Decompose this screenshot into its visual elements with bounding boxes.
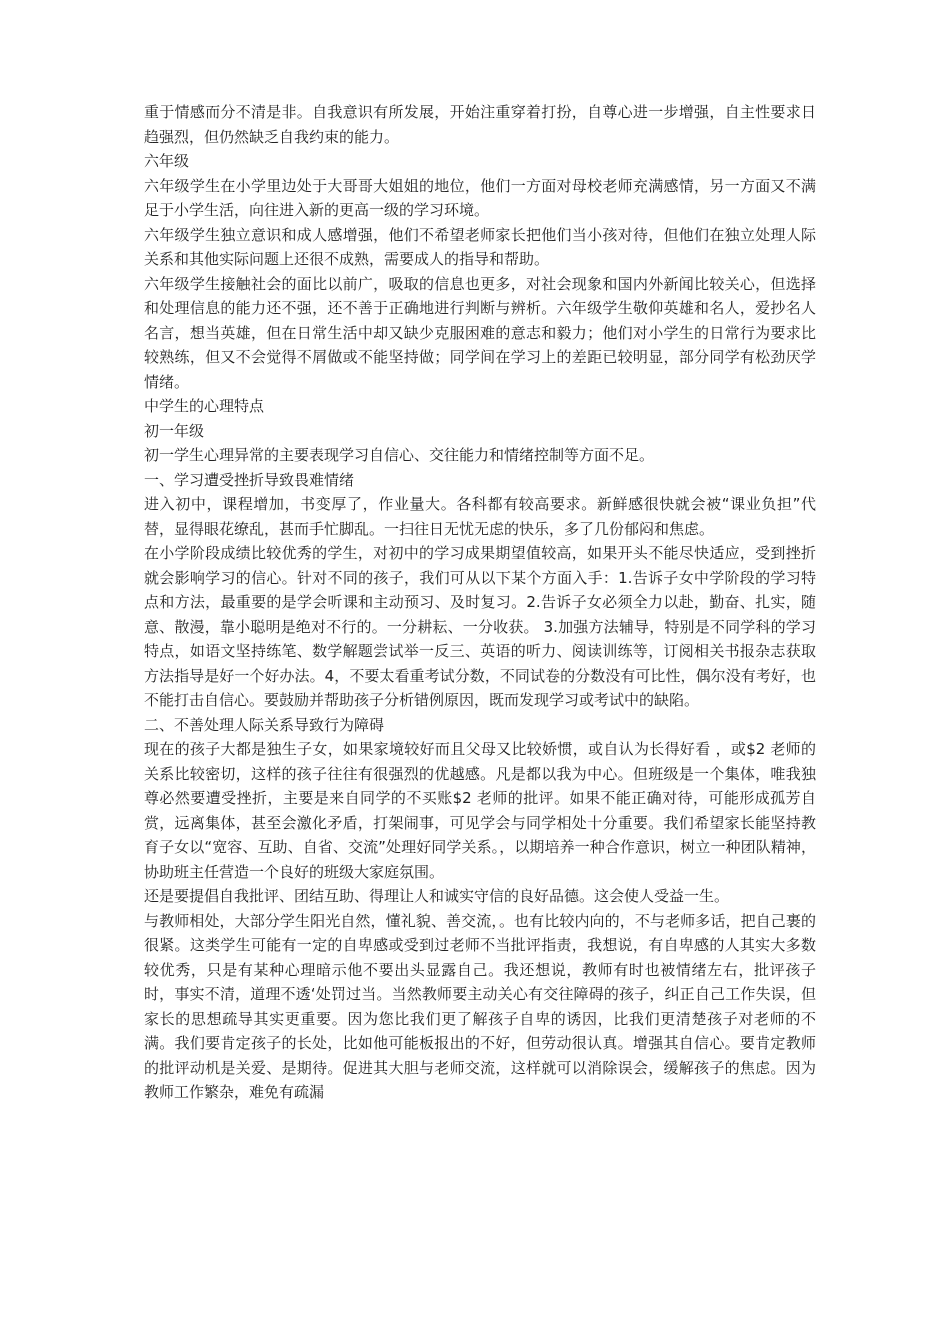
paragraph-grade-six-independence: 六年级学生独立意识和成人感增强，他们不希望老师家长把他们当小孩对待，但他们在独立处理人际关系和其他实际问题上还很不成熟，需要成人的指导和帮助。 xyxy=(144,225,816,268)
paragraph-self-criticism: 还是要提倡自我批评、团结互助、得理让人和诚实守信的良好品德。这会使人受益一生。 xyxy=(144,887,730,905)
heading-grade-seven: 初一年级 xyxy=(144,421,205,440)
heading-middle-school-psychology: 中学生的心理特点 xyxy=(144,397,265,415)
heading-section-one: 一、学习遭受挫折导致畏难情绪 xyxy=(144,470,355,489)
heading-grade-six: 六年级 xyxy=(144,152,190,170)
paragraph-teacher-relations: 与教师相处，大部分学生阳光自然，懂礼貌、善交流，。也有比较内向的，不与老师多话，把自己裹的很紧。这类学生可能有一定的自卑感或受到过老师不当批评指责，我想说，有自卑感的人其实大多数较优秀，只是有某种心理暗示他不要出头显露自己。我还想说，教师有时也被情绪左右，批评孩子时，事实不清，道理不透‘处罚过当。当然教师要主动关心有交往障碍的孩子，纠正自己工作失误，但家长的思想疏导其实更重要。因为您比我们更了解孩子自卑的诱因，比我们更清楚孩子对老师的不满。我们要肯定孩子的长处，比如他可能板报出的不好，但劳动很认真。增强其自信心。要肯定教师的批评动机是关爱、是期待。促进其大胆与老师交流，这样就可以消除误会，缓解孩子的焦虑。因为教师工作繁杂，难免有疏漏 xyxy=(144,911,816,1101)
heading-section-two: 二、不善处理人际关系导致行为障碍 xyxy=(144,715,385,734)
paragraph-only-children: 现在的孩子大都是独生子女，如果家境较好而且父母又比较娇惯，或自认为长得好看 ，或$2 老师的关系比较密切，这样的孩子往往有很强烈的优越感。凡是都以我为中心。但班级是一个集体，唯我独尊必然要遭受挫折，主要是来自同学的不买账$2 老师的批评。如果不能正确对待，可能形成孤芳自赏，远离集体，甚至会激化矛盾，打架闹事，可见学会与同学相处十分重要。我们希望家长能坚持教育子女以“宽容、互助、自省、交流”处理好同学关系。，以期培养一种合作意识，树立一种团队精神，协助班主任营造一个良好的班级大家庭氛围。 xyxy=(144,740,816,881)
paragraph-grade-six-society: 六年级学生接触社会的面比以前广，吸取的信息也更多，对社会现象和国内外新闻比较关心，但选择和处理信息的能力还不强，还不善于正确地进行判断与辨析。六年级学生敬仰英雄和名人，爱抄名人名言，想当英雄，但在日常生活中却又缺少克服困难的意志和毅力；他们对小学生的日常行为要求比较熟练，但又不会觉得不屑做或不能坚持做；同学间在学习上的差距已较明显，部分同学有松劲厌学情绪。 xyxy=(144,274,816,391)
paragraph-study-advice: 在小学阶段成绩比较优秀的学生，对初中的学习成果期望值较高，如果开头不能尽快适应，受到挫折就会影响学习的信心。针对不同的孩子，我们可从以下某个方面入手：1.告诉子女中学阶段的学习特点和方法，最重要的是学会听课和主动预习、及时复习。2.告诉子女必须全力以赴，勤奋、扎实，随意、散漫，靠小聪明是绝对不行的。一分耕耘、一分收获。 3.加强方法辅导，特别是不同学科的学习特点，如语文坚持练笔、数学解题尝试举一反三、英语的听力、阅读训练等，订阅相关书报杂志获取方法指导是好一个好办法。4，不要太看重考试分数，不同试卷的分数没有可比性，偶尔没有考好，也不能打击自信心。要鼓励并帮助孩子分析错例原因，既而发现学习或考试中的缺陷。 xyxy=(144,544,816,709)
document-page xyxy=(144,100,816,1105)
paragraph-grade-six-status: 六年级学生在小学里边处于大哥哥大姐姐的地位，他们一方面对母校老师充满感情，另一方面又不满足于小学生活，向往进入新的更高一级的学习环境。 xyxy=(144,176,816,219)
paragraph-intro-continuation: 重于情感而分不清是非。自我意识有所发展，开始注重穿着打扮，自尊心进一步增强，自主性要求日趋强烈，但仍然缺乏自我约束的能力。 xyxy=(144,103,816,146)
paragraph-course-load: 进入初中，课程增加，书变厚了，作业量大。各科都有较高要求。新鲜感很快就会被“课业负担”代替，显得眼花缭乱，甚而手忙脚乱。一扫往日无忧无虑的快乐，多了几份郁闷和焦虑。 xyxy=(144,495,816,538)
paragraph-grade-seven-overview: 初一学生心理异常的主要表现学习自信心、交往能力和情绪控制等方面不足。 xyxy=(144,446,655,464)
